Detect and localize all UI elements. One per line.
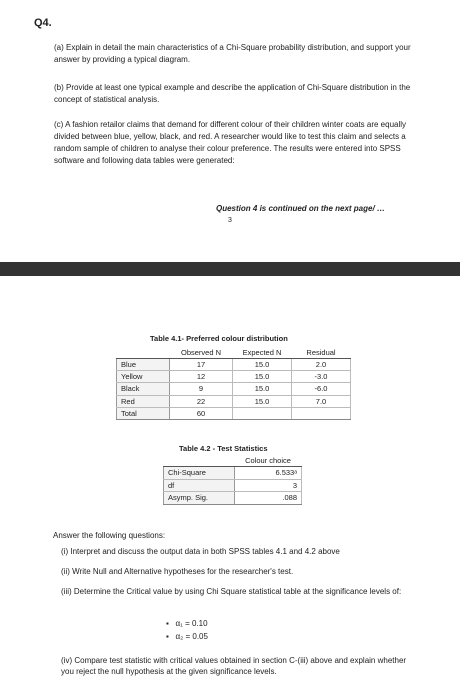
question-label: (iv) <box>61 656 73 665</box>
page-divider <box>0 262 460 276</box>
table-row <box>164 492 302 505</box>
residual-cell: 7.0 <box>292 395 351 407</box>
table-row <box>164 479 302 492</box>
table-row <box>164 467 302 480</box>
table-header-row <box>117 346 351 359</box>
table2-caption: Table 4.2 - Test Statistics <box>179 444 268 453</box>
part-b-label: (b) <box>54 83 64 92</box>
question-label: (iii) <box>61 587 72 596</box>
page-number: 3 <box>228 217 232 224</box>
table1-caption: Table 4.1- Preferred colour distribution <box>150 334 288 343</box>
question-i <box>61 546 421 557</box>
observed-cell: 22 <box>170 395 233 407</box>
bullet-icon: ▪ <box>166 619 174 628</box>
part-a-text: Explain in detail the main characteristics of a Chi-Square probability distribution, and support your answer by providing a typical diagram. <box>54 43 411 64</box>
question-iv <box>61 655 421 677</box>
residual-cell: 2.0 <box>292 359 351 371</box>
question-text: Interpret and discuss the output data in both SPSS tables 4.1 and 4.2 above <box>70 547 340 556</box>
residual-cell <box>292 407 351 419</box>
colour-distribution-table <box>116 346 351 420</box>
alpha-2-item <box>166 632 208 641</box>
value-cell: 3 <box>235 479 302 492</box>
alpha-2: α₂ = 0.05 <box>175 632 208 641</box>
part-a <box>54 42 424 66</box>
continued-note: Question 4 is continued on the next page/ … <box>216 204 385 213</box>
observed-cell: 60 <box>170 407 233 419</box>
table-corner <box>117 346 170 359</box>
column-header: Colour choice <box>235 455 302 467</box>
observed-cell: 12 <box>170 371 233 383</box>
row-label: Black <box>117 383 170 395</box>
part-b <box>54 82 424 106</box>
observed-cell: 17 <box>170 359 233 371</box>
column-header: Observed N <box>170 346 233 359</box>
question-number: Q4. <box>34 17 52 29</box>
question-text: Determine the Critical value by using Chi Square statistical table at the significance levels of: <box>73 587 402 596</box>
question-iii <box>61 586 421 597</box>
table-row-total <box>117 407 351 419</box>
question-label: (i) <box>61 547 69 556</box>
expected-cell: 15.0 <box>233 395 292 407</box>
expected-cell: 15.0 <box>233 371 292 383</box>
part-c-label: (c) <box>54 120 64 129</box>
table-row <box>117 395 351 407</box>
table-row <box>117 359 351 371</box>
expected-cell <box>233 407 292 419</box>
row-label: Yellow <box>117 371 170 383</box>
question-ii <box>61 566 421 577</box>
row-label: df <box>164 479 235 492</box>
table-corner <box>164 455 235 467</box>
alpha-1: α₁ = 0.10 <box>175 619 208 628</box>
bullet-icon: ▪ <box>166 632 174 641</box>
part-a-label: (a) <box>54 43 64 52</box>
question-text: Compare test statistic with critical values obtained in section C-(iii) above and explain whether you reject the null hypothesis at the given significance levels. <box>61 656 407 676</box>
observed-cell: 9 <box>170 383 233 395</box>
column-header: Expected N <box>233 346 292 359</box>
row-label: Red <box>117 395 170 407</box>
table-row <box>117 371 351 383</box>
row-label: Blue <box>117 359 170 371</box>
part-b-text: Provide at least one typical example and describe the application of Chi-Square distribution in the concept of statistical analysis. <box>54 83 411 104</box>
residual-cell: -6.0 <box>292 383 351 395</box>
value-cell: .088 <box>235 492 302 505</box>
column-header: Residual <box>292 346 351 359</box>
answer-intro: Answer the following questions: <box>53 531 166 540</box>
expected-cell: 15.0 <box>233 383 292 395</box>
alpha-1-item <box>166 619 208 628</box>
table-header-row <box>164 455 302 467</box>
part-c-text: A fashion retailor claims that demand for different colour of their children winter coats are equally divided between blue, yellow, black, and red. A researcher would like to test this claim and selects a random sample of children to analyse their colour preference. The results were entered into SPSS software and following data tables were generated: <box>54 120 407 165</box>
part-c <box>54 119 424 167</box>
row-label: Total <box>117 407 170 419</box>
table-row <box>117 383 351 395</box>
row-label: Asymp. Sig. <box>164 492 235 505</box>
row-label: Chi-Square <box>164 467 235 480</box>
question-text: Write Null and Alternative hypotheses for the researcher's test. <box>72 567 294 576</box>
expected-cell: 15.0 <box>233 359 292 371</box>
question-label: (ii) <box>61 567 70 576</box>
test-statistics-table <box>163 455 302 505</box>
value-cell: 6.533ᵃ <box>235 467 302 480</box>
residual-cell: -3.0 <box>292 371 351 383</box>
